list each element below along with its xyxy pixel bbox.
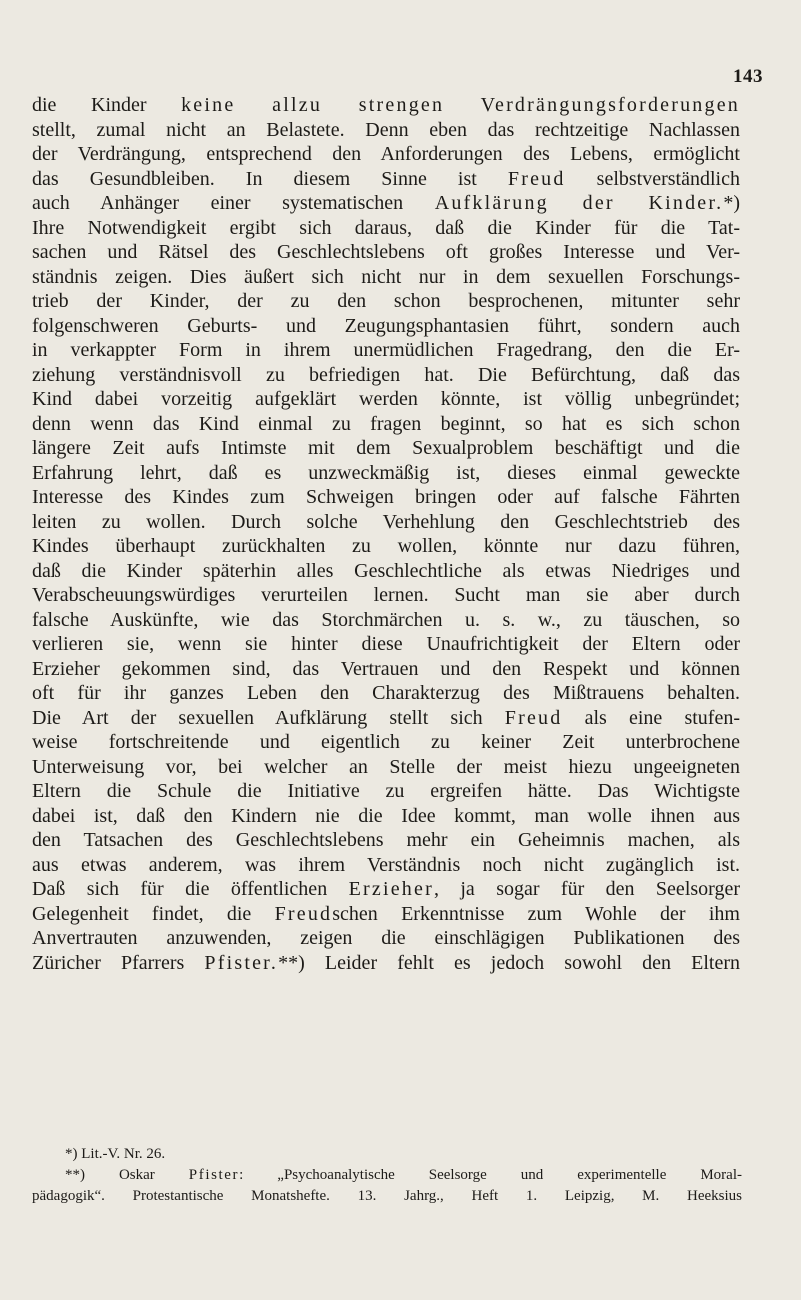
text-line — [32, 485, 740, 510]
text-segment: denn wenn das Kind einmal zu fragen beginnt, so hat es sich schon — [32, 412, 740, 435]
text-segment: Züricher Pfarrers — [32, 951, 205, 974]
footnote-segment: pädagogik“. Protestantische Monatshefte. 13. Jahrg., Heft 1. Leipzig, M. Heeksius — [32, 1188, 742, 1204]
text-line — [32, 436, 740, 461]
text-segment: den Tatsachen des Geschlechtslebens mehr ein Geheimnis machen, als — [32, 829, 740, 851]
text-line — [32, 387, 740, 412]
footnote-segment: *) Lit.-V. Nr. 26. — [65, 1146, 166, 1162]
page-number: 143 — [733, 66, 763, 87]
text-line — [32, 142, 740, 167]
text-segment: *) — [723, 192, 740, 214]
text-segment: Kind dabei vorzeitig aufgeklärt werden könnte, ist völlig unbegründet; — [32, 388, 740, 410]
text-segment: ziehung verständnisvoll zu befriedigen hat. Die Befürchtung, daß das — [32, 363, 740, 386]
text-segment: ständnis zeigen. Dies äußert sich nicht nur in dem sexuellen Forschungs- — [32, 265, 740, 288]
text-line — [32, 828, 740, 853]
text-segment: leiten zu wollen. Durch solche Verhehlung den Geschlechtstrieb des — [32, 510, 740, 533]
spaced-emphasis: Erzieher — [348, 878, 434, 900]
footnotes — [32, 1144, 742, 1207]
text-line — [32, 510, 740, 535]
text-line — [32, 583, 740, 608]
text-segment: folgenschweren Geburts- und Zeugungsphantasien führt, sondern auch — [32, 314, 740, 337]
text-segment: Anvertrauten anzuwenden, zeigen die einschlägigen Publikationen des — [32, 927, 740, 949]
footnote-segment: : „Psychoanalytische Seelsorge und experimentelle Moral- — [239, 1167, 742, 1183]
text-segment: die Kinder — [32, 94, 182, 116]
text-segment: Ihre Notwendigkeit ergibt sich daraus, daß die Kinder für die Tat- — [32, 216, 740, 239]
footnote-segment: **) Oskar — [65, 1167, 189, 1183]
text-segment: selbstverständlich — [565, 167, 740, 190]
text-line — [32, 657, 740, 682]
text-line — [32, 926, 740, 951]
text-segment: Verabscheuungswürdiges verurteilen lernen. Sucht man sie aber durch — [32, 584, 740, 606]
text-line — [32, 779, 740, 804]
text-segment: weise fortschreitende und eigentlich zu keiner Zeit unterbrochene — [32, 731, 740, 753]
text-segment: , ja sogar für den Seelsorger — [433, 878, 740, 900]
text-segment: dabei ist, daß den Kindern nie die Idee kommt, man wolle ihnen aus — [32, 804, 740, 827]
text-segment: der Verdrängung, entsprechend den Anforderungen des Lebens, ermöglicht — [32, 143, 740, 165]
body-text — [32, 93, 740, 975]
text-line — [32, 681, 740, 706]
text-line — [32, 191, 740, 216]
text-line — [32, 118, 740, 143]
text-segment: Erfahrung lehrt, daß es unzweckmäßig ist, dieses einmal geweckte — [32, 461, 740, 484]
text-segment: stellt, zumal nicht an Belastete. Denn eben das rechtzeitige Nachlassen — [32, 118, 740, 141]
text-segment: trieb der Kinder, der zu den schon besprochenen, mitunter sehr — [32, 290, 740, 312]
text-line — [32, 289, 740, 314]
footnote-line — [32, 1186, 742, 1207]
text-segment: Erzieher gekommen sind, das Vertrauen und den Respekt und können — [32, 657, 740, 680]
text-segment: daß die Kinder späterhin alles Geschlechtliche als etwas Niedriges und — [32, 559, 740, 582]
text-line — [32, 755, 740, 780]
text-segment: verlieren sie, wenn sie hinter diese Unaufrichtigkeit der Eltern oder — [32, 633, 740, 655]
text-segment: Gelegenheit findet, die — [32, 902, 275, 925]
text-segment: Kindes überhaupt zurückhalten zu wollen, könnte nur dazu führen, — [32, 535, 740, 557]
text-segment: Die Art der sexuellen Aufklärung stellt sich — [32, 706, 505, 729]
text-line — [32, 853, 740, 878]
footnote-line — [32, 1165, 742, 1186]
text-segment: schen Erkenntnisse zum Wohle der ihm — [332, 902, 740, 925]
text-line — [32, 951, 740, 976]
text-segment: längere Zeit aufs Intimste mit dem Sexualproblem beschäftigt und die — [32, 437, 740, 459]
text-line — [32, 461, 740, 486]
text-line — [32, 608, 740, 633]
text-line — [32, 265, 740, 290]
text-segment: das Gesundbleiben. In diesem Sinne ist — [32, 167, 508, 190]
text-segment: aus etwas anderem, was ihrem Verständnis noch nicht zugänglich ist. — [32, 853, 740, 876]
text-line — [32, 93, 740, 118]
spaced-emphasis: Freud — [507, 167, 566, 190]
text-line — [32, 559, 740, 584]
text-segment: Interesse des Kindes zum Schweigen bringen oder auf falsche Fährten — [32, 486, 740, 508]
text-line — [32, 706, 740, 731]
text-segment: als eine stufen- — [562, 706, 740, 729]
text-segment: oft für ihr ganzes Leben den Charakterzug des Mißtrauens behalten. — [32, 682, 740, 704]
text-line — [32, 363, 740, 388]
text-segment: Eltern die Schule die Initiative zu ergreifen hätte. Das Wichtigste — [32, 780, 740, 802]
text-line — [32, 338, 740, 363]
text-line — [32, 804, 740, 829]
text-line — [32, 902, 740, 927]
spaced-emphasis: Pfister — [188, 1167, 240, 1183]
text-line — [32, 632, 740, 657]
text-line — [32, 240, 740, 265]
text-line — [32, 412, 740, 437]
footnote-line — [32, 1144, 742, 1165]
text-segment: Unterweisung vor, bei welcher an Stelle der meist hiezu ungeeigneten — [32, 755, 740, 778]
spaced-emphasis: keine allzu strengen Verdrängungsforderungen — [181, 94, 740, 116]
text-line — [32, 167, 740, 192]
text-segment: sachen und Rätsel des Geschlechtslebens oft großes Interesse und Ver- — [32, 241, 740, 263]
spaced-emphasis: Aufklärung der Kinder. — [434, 192, 724, 214]
text-segment: in verkappter Form in ihrem unermüdlichen Fragedrang, den die Er- — [32, 339, 740, 361]
spaced-emphasis: Freud — [274, 902, 333, 925]
spaced-emphasis: Freud — [504, 706, 563, 729]
text-segment: Daß sich für die öffentlichen — [32, 878, 349, 900]
spaced-emphasis: Pfister. — [204, 951, 279, 974]
text-line — [32, 216, 740, 241]
text-line — [32, 877, 740, 902]
text-line — [32, 314, 740, 339]
text-line — [32, 730, 740, 755]
text-segment: **) Leider fehlt es jedoch sowohl den Eltern — [278, 951, 740, 974]
text-segment: falsche Auskünfte, wie das Storchmärchen u. s. w., zu täuschen, so — [32, 608, 740, 631]
text-line — [32, 534, 740, 559]
text-segment: auch Anhänger einer systematischen — [32, 192, 435, 214]
